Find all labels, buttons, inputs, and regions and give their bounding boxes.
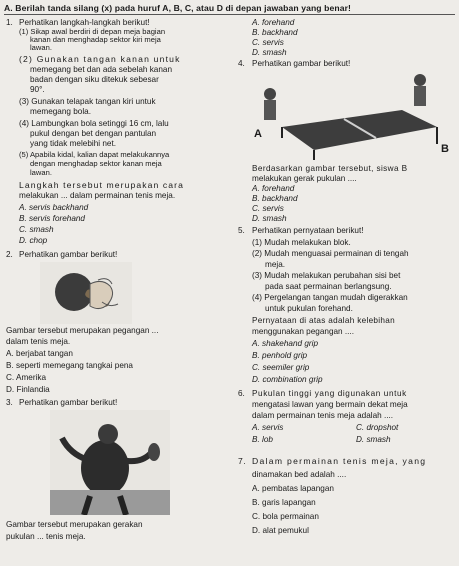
q6-line1: Pukulan tinggi yang digunakan untuk <box>252 389 407 398</box>
q7-option-b[interactable]: B. garis lapangan <box>252 498 316 507</box>
q2-option-d[interactable]: D. Finlandia <box>6 385 50 394</box>
q4-stem: Perhatikan gambar berikut! <box>252 59 351 68</box>
q1-step1-line2: kanan dan menghadap sektor kiri meja <box>30 35 161 44</box>
q5-item2: (2) Mudah menguasai permainan di tengah <box>252 249 409 258</box>
q1-step4-line2: pukul dengan bet dengan pantulan <box>30 129 157 138</box>
q1-number: 1. <box>6 18 13 27</box>
q5-number: 5. <box>238 226 245 235</box>
q7-option-d[interactable]: D. alat pemukul <box>252 526 309 535</box>
instruction-header: A. Berilah tanda silang (x) pada huruf A, B, C, atau D di depan jawaban yang benar! <box>4 3 352 13</box>
q1-step2-line2: memegang bet dan ada sebelah kanan <box>30 65 173 74</box>
q7-option-a[interactable]: A. pembatas lapangan <box>252 484 334 493</box>
q-prev-option-c[interactable]: C. servis <box>252 38 284 47</box>
q1-option-a[interactable]: A. servis backhand <box>19 203 89 212</box>
q4-option-a[interactable]: A. forehand <box>252 184 295 193</box>
q2-stem: Perhatikan gambar berikut! <box>19 250 118 259</box>
q1-stem: Perhatikan langkah-langkah berikut! <box>19 18 150 27</box>
q7-number: 7. <box>238 456 247 466</box>
q7-line1: Dalam permainan tenis meja, yang <box>252 456 427 466</box>
q1-step3-line1: (3) Gunakan telapak tangan kiri untuk <box>19 97 156 106</box>
q1-step5-line3: lawan. <box>30 168 52 177</box>
q3-number: 3. <box>6 398 13 407</box>
q1-question-line1: Langkah tersebut merupakan cara <box>19 180 184 190</box>
q6-option-a[interactable]: A. servis <box>252 423 284 432</box>
q5-option-a[interactable]: A. shakehand grip <box>252 339 318 348</box>
player-b-label: B <box>441 143 449 155</box>
table-tennis-players-illustration <box>252 72 452 162</box>
q-prev-option-a[interactable]: A. forehand <box>252 18 295 27</box>
q5-option-c[interactable]: C. seemiler grip <box>252 363 310 372</box>
q1-step3-line2: memegang bola. <box>30 107 91 116</box>
smash-player-illustration <box>50 410 170 515</box>
q1-step2-line4: 90°. <box>30 85 45 94</box>
q5-item4: (4) Pergelangan tangan mudah digerakkan <box>252 293 408 302</box>
q6-line3: dalam permainan tenis meja adalah .... <box>252 411 394 420</box>
q-prev-option-d[interactable]: D. smash <box>252 48 287 57</box>
q3-after-line1: Gambar tersebut merupakan gerakan <box>6 520 143 529</box>
q6-option-c[interactable]: C. dropshot <box>356 423 399 432</box>
q3-stem: Perhatikan gambar berikut! <box>19 398 118 407</box>
penhold-grip-illustration <box>40 262 132 324</box>
q2-after-line1: Gambar tersebut merupakan pegangan ... <box>6 326 159 335</box>
q1-step5-line1: (5) Apabila kidal, kalian dapat melakukannya <box>19 150 170 159</box>
q7-option-c[interactable]: C. bola permainan <box>252 512 319 521</box>
q5-option-b[interactable]: B. penhold grip <box>252 351 308 360</box>
q4-option-d[interactable]: D. smash <box>252 214 287 223</box>
q3-after-line2: pukulan ... tenis meja. <box>6 532 86 541</box>
q1-step2-line3: badan dengan siku ditekuk sebesar <box>30 75 159 84</box>
header-divider <box>4 14 455 15</box>
q1-step4-line3: yang tidak melebihi net. <box>30 139 117 148</box>
q1-step4-line1: (4) Lambungkan bola setinggi 16 cm, lalu <box>19 119 169 128</box>
q6-option-b[interactable]: B. lob <box>252 435 273 444</box>
q2-after-line2: dalam tenis meja. <box>6 337 71 346</box>
q1-step1-line1: (1) Sikap awal berdiri di depan meja bagian <box>19 27 166 36</box>
q5-item3: (3) Mudah melakukan perubahan sisi bet <box>252 271 401 280</box>
q1-option-c[interactable]: C. smash <box>19 225 54 234</box>
q5-option-d[interactable]: D. combination grip <box>252 375 323 384</box>
q5-after-line2: menggunakan pegangan .... <box>252 327 354 336</box>
q1-step5-line2: dengan menghadap sektor kanan meja <box>30 159 162 168</box>
q5-item4-cont: untuk pukulan forehand. <box>265 304 353 313</box>
q1-option-b[interactable]: B. servis forehand <box>19 214 85 223</box>
q1-step2-line1: (2) Gunakan tangan kanan untuk <box>19 54 181 64</box>
q1-option-d[interactable]: D. chop <box>19 236 48 245</box>
q7-line2: dinamakan bed adalah .... <box>252 470 347 479</box>
q5-item2-cont: meja. <box>265 260 286 269</box>
q1-step1-line3: lawan. <box>30 43 52 52</box>
q2-option-a[interactable]: A. berjabat tangan <box>6 349 73 358</box>
q2-option-c[interactable]: C. Amerika <box>6 373 47 382</box>
player-a-label: A <box>254 128 262 140</box>
q5-item3-cont: pada saat permainan berlangsung. <box>265 282 392 291</box>
q4-after-line2: melakukan gerak pukulan .... <box>252 174 357 183</box>
q6-line2: mengatasi lawan yang bermain dekat meja <box>252 400 408 409</box>
q2-option-b[interactable]: B. seperti memegang tangkai pena <box>6 361 133 370</box>
q1-question-line2: melakukan ... dalam permainan tenis meja. <box>19 191 176 200</box>
q4-option-b[interactable]: B. backhand <box>252 194 298 203</box>
q5-item1: (1) Mudah melakukan blok. <box>252 238 351 247</box>
q5-stem: Perhatikan pernyataan berikut! <box>252 226 364 235</box>
q4-after-line1: Berdasarkan gambar tersebut, siswa B <box>252 164 408 173</box>
q4-option-c[interactable]: C. servis <box>252 204 284 213</box>
q6-option-d[interactable]: D. smash <box>356 435 391 444</box>
q5-after-line1: Pernyataan di atas adalah kelebihan <box>252 316 395 325</box>
q4-number: 4. <box>238 59 245 68</box>
q6-number: 6. <box>238 389 245 398</box>
q2-number: 2. <box>6 250 13 259</box>
q-prev-option-b[interactable]: B. backhand <box>252 28 298 37</box>
